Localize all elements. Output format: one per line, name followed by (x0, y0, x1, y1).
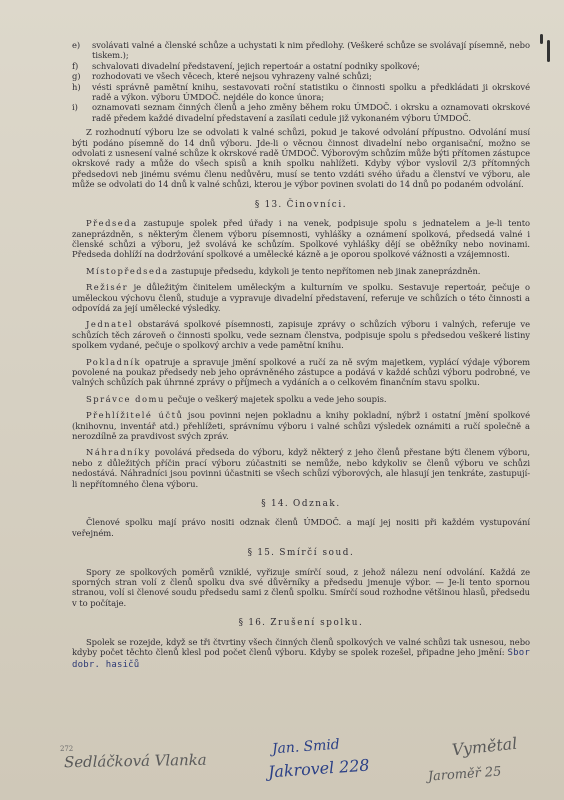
signature-middle-bottom: Jakrovel 228 (267, 755, 371, 782)
list-item: e) svolávati valné a členské schůze a uchystati k nim předlohy. (Veškeré schůze se svolávají písemně, nebo tiskem.); (72, 40, 530, 61)
appeal-paragraph: Z rozhodnutí výboru lze se odvolati k valné schůzi, pokud je takové odvolání přípustno. Odvolání musí býti podáno písemně do 14 dnů výboru. Jde-li o věcnou činnost divadelní nebo organisační, možno se odvolati z usnesení valné schůze k okrskové radě ÚMDOČ. Výborovým schůzím může býti přítomen zástupce okrskové rady a může do všech spisů a knih spolku nahlížeti. Kdyby výbor vyslovil 2/3 přítomných předsedovi neb jinému svému členu nedůvěru, musí se tento vzdáti svého úřadu a členství ve výboru, ale může se odvolati do 14 dnů k valné schůzi, kterou je výbor povinen svolati do 14 dnů po podaném odvolání. (72, 127, 530, 190)
dissolution-paragraph: Spolek se rozejde, když se tři čtvrtiny všech činných členů spolkových ve valné schůzi tak usnesou, nebo kdyby počet těchto členů klesl pod počet členů výboru. Kdyby se spolek rozešel, připadne jeho jmění: Sbor dobr. hasičů (72, 636, 530, 670)
role-paragraph: Pokladník opatruje a spravuje jmění spolkové a ručí za ně svým majetkem, vyplácí výdaje výborem povolené na poukaz předsedy neb jeho oprávněného zástupce a podává v každé schůzi výboru podrobné, ve valných schůzích pak úhrnné zprávy o příjmech a vydáních a o celkovém finančním stavu spolku. (72, 356, 530, 388)
list-item: g) rozhodovati ve všech věcech, které nejsou vyhrazeny valné schůzi; (72, 71, 372, 82)
pencil-margin-mark (540, 34, 543, 44)
role-paragraph: Přehlížitelé účtů jsou povinni nejen pokladnu a knihy pokladní, nýbrž i ostatní jmění spolkové (knihovnu, inventář atd.) přehlížeti, správnímu výboru i valné schůzi výsledek oznámiti a ručí společně a nerozdílně za pravdivost svých zpráv. (72, 410, 530, 441)
role-term: Jednatel (86, 319, 134, 330)
duties-list (72, 40, 530, 123)
section-15-heading: § 15. Smírčí soud. (247, 548, 355, 559)
section-13-heading: § 13. Činovníci. (254, 199, 348, 210)
badge-paragraph: Členové spolku mají právo nositi odznak členů ÚMDOČ. a mají jej nositi při každém vystupování veřejném. (72, 517, 530, 538)
role-term: Režisér (86, 282, 129, 293)
list-item: i) oznamovati seznam činných členů a jeho změny během roku ÚMDOČ. i okrsku a oznamovati okrskové radě předem každé divadelní představení a zasílati cedule již vykonaném výboru ÚMDOČ. (72, 102, 530, 123)
role-term: Předseda (86, 218, 138, 229)
list-item: h) vésti správně pamětní knihu, sestavovati roční statistiku o činnosti spolku a předkládati ji okrskové radě a výkon. výboru ÚMDOČ. nejdéle do konce února; (72, 81, 530, 103)
signature-middle-top: Jan. Smid (271, 736, 341, 758)
role-paragraph: Místopředseda zastupuje předsedu, kdykoli je tento nepřítomen neb jinak zaneprázdněn. (86, 265, 481, 276)
role-paragraph: Režisér je důležitým činitelem uměleckým a kulturním ve spolku. Sestavuje repertoár, pečuje o uměleckou výchovu členů, studuje a vypravuje divadelní představení, referuje ve schůzích o této činnosti a odpovídá za její umělecké výsledky. (72, 282, 530, 313)
signature-left: Sedláčková Vlanka (63, 750, 207, 772)
pencil-margin-mark (547, 40, 550, 62)
typed-beneficiary: Sbor dobr. hasičů (72, 648, 530, 670)
page-number: 272 (60, 745, 74, 753)
role-paragraph: Jednatel obstarává spolkové písemnosti, zapisuje zprávy o schůzích výboru i valných, referuje ve schůzích těch zároveň o činnosti spolku, vede seznam členstva, podpisuje spolu s předsedou veškeré listiny spolkem vydané, pečuje o spolkový archiv a vede pamětní knihu. (72, 319, 530, 351)
role-term: Náhradníky (86, 447, 151, 458)
arbitration-paragraph: Spory ze spolkových poměrů vzniklé, vyřizuje smírčí soud, z jehož nálezu není odvolání. Každá ze sporných stran volí z členů spolku dva své důvěrníky a předsedu jmenuje výbor. — Je-li tento spornou stranou, volí si členové soudu předsedu sami z členů spolku. Smírčí soud rozhodne většinou hlasů, předsedu v to počítaje. (72, 566, 530, 608)
role-paragraph: Správce domu pečuje o veškerý majetek spolku a vede jeho soupis. (86, 393, 387, 404)
role-term: Místopředseda (86, 265, 169, 276)
signature-right-bottom: Jaroměř 25 (427, 764, 502, 785)
role-paragraph: Předseda zastupuje spolek před úřady i na venek, podpisuje spolu s jednatelem a je-li tento zaneprázdněn, s některým členem výboru písemnosti, vyhlášky a oznámení spolková, předsedá valné i členské schůzi a výboru, jež svolává ke schůzím. Spolkové vyhlášky dějí se oběžníky nebo novinami. Předseda dohlíží na dodržování spolkové a umělecké kázně a je oporou spolkové vážnosti a vzájemnosti. (72, 218, 530, 260)
signature-right-top: Vymětal (451, 733, 519, 760)
section-14-heading: § 14. Odznak. (261, 499, 341, 510)
list-item: f) schvalovati divadelní představení, jejich repertoár a ostatní podniky spolkové; (72, 60, 420, 71)
role-paragraph: Náhradníky povolává předseda do výboru, když některý z jeho členů přestane býti členem výboru, nebo z důležitých příčin prací výboru zúčastniti se nemůže, nebo kdykoliv se členů výboru ve schůzi nedostává. Náhradníci jsou povinni účastniti se všech schůzí výborových, ale hlasují jen tenkráte, zastupují-li nepřítomného člena výboru. (72, 447, 530, 489)
role-term: Pokladník (86, 356, 142, 367)
role-term: Správce domu (86, 393, 165, 404)
role-term: Přehlížitelé účtů (86, 410, 184, 421)
section-16-heading: § 16. Zrušení spolku. (238, 618, 364, 629)
